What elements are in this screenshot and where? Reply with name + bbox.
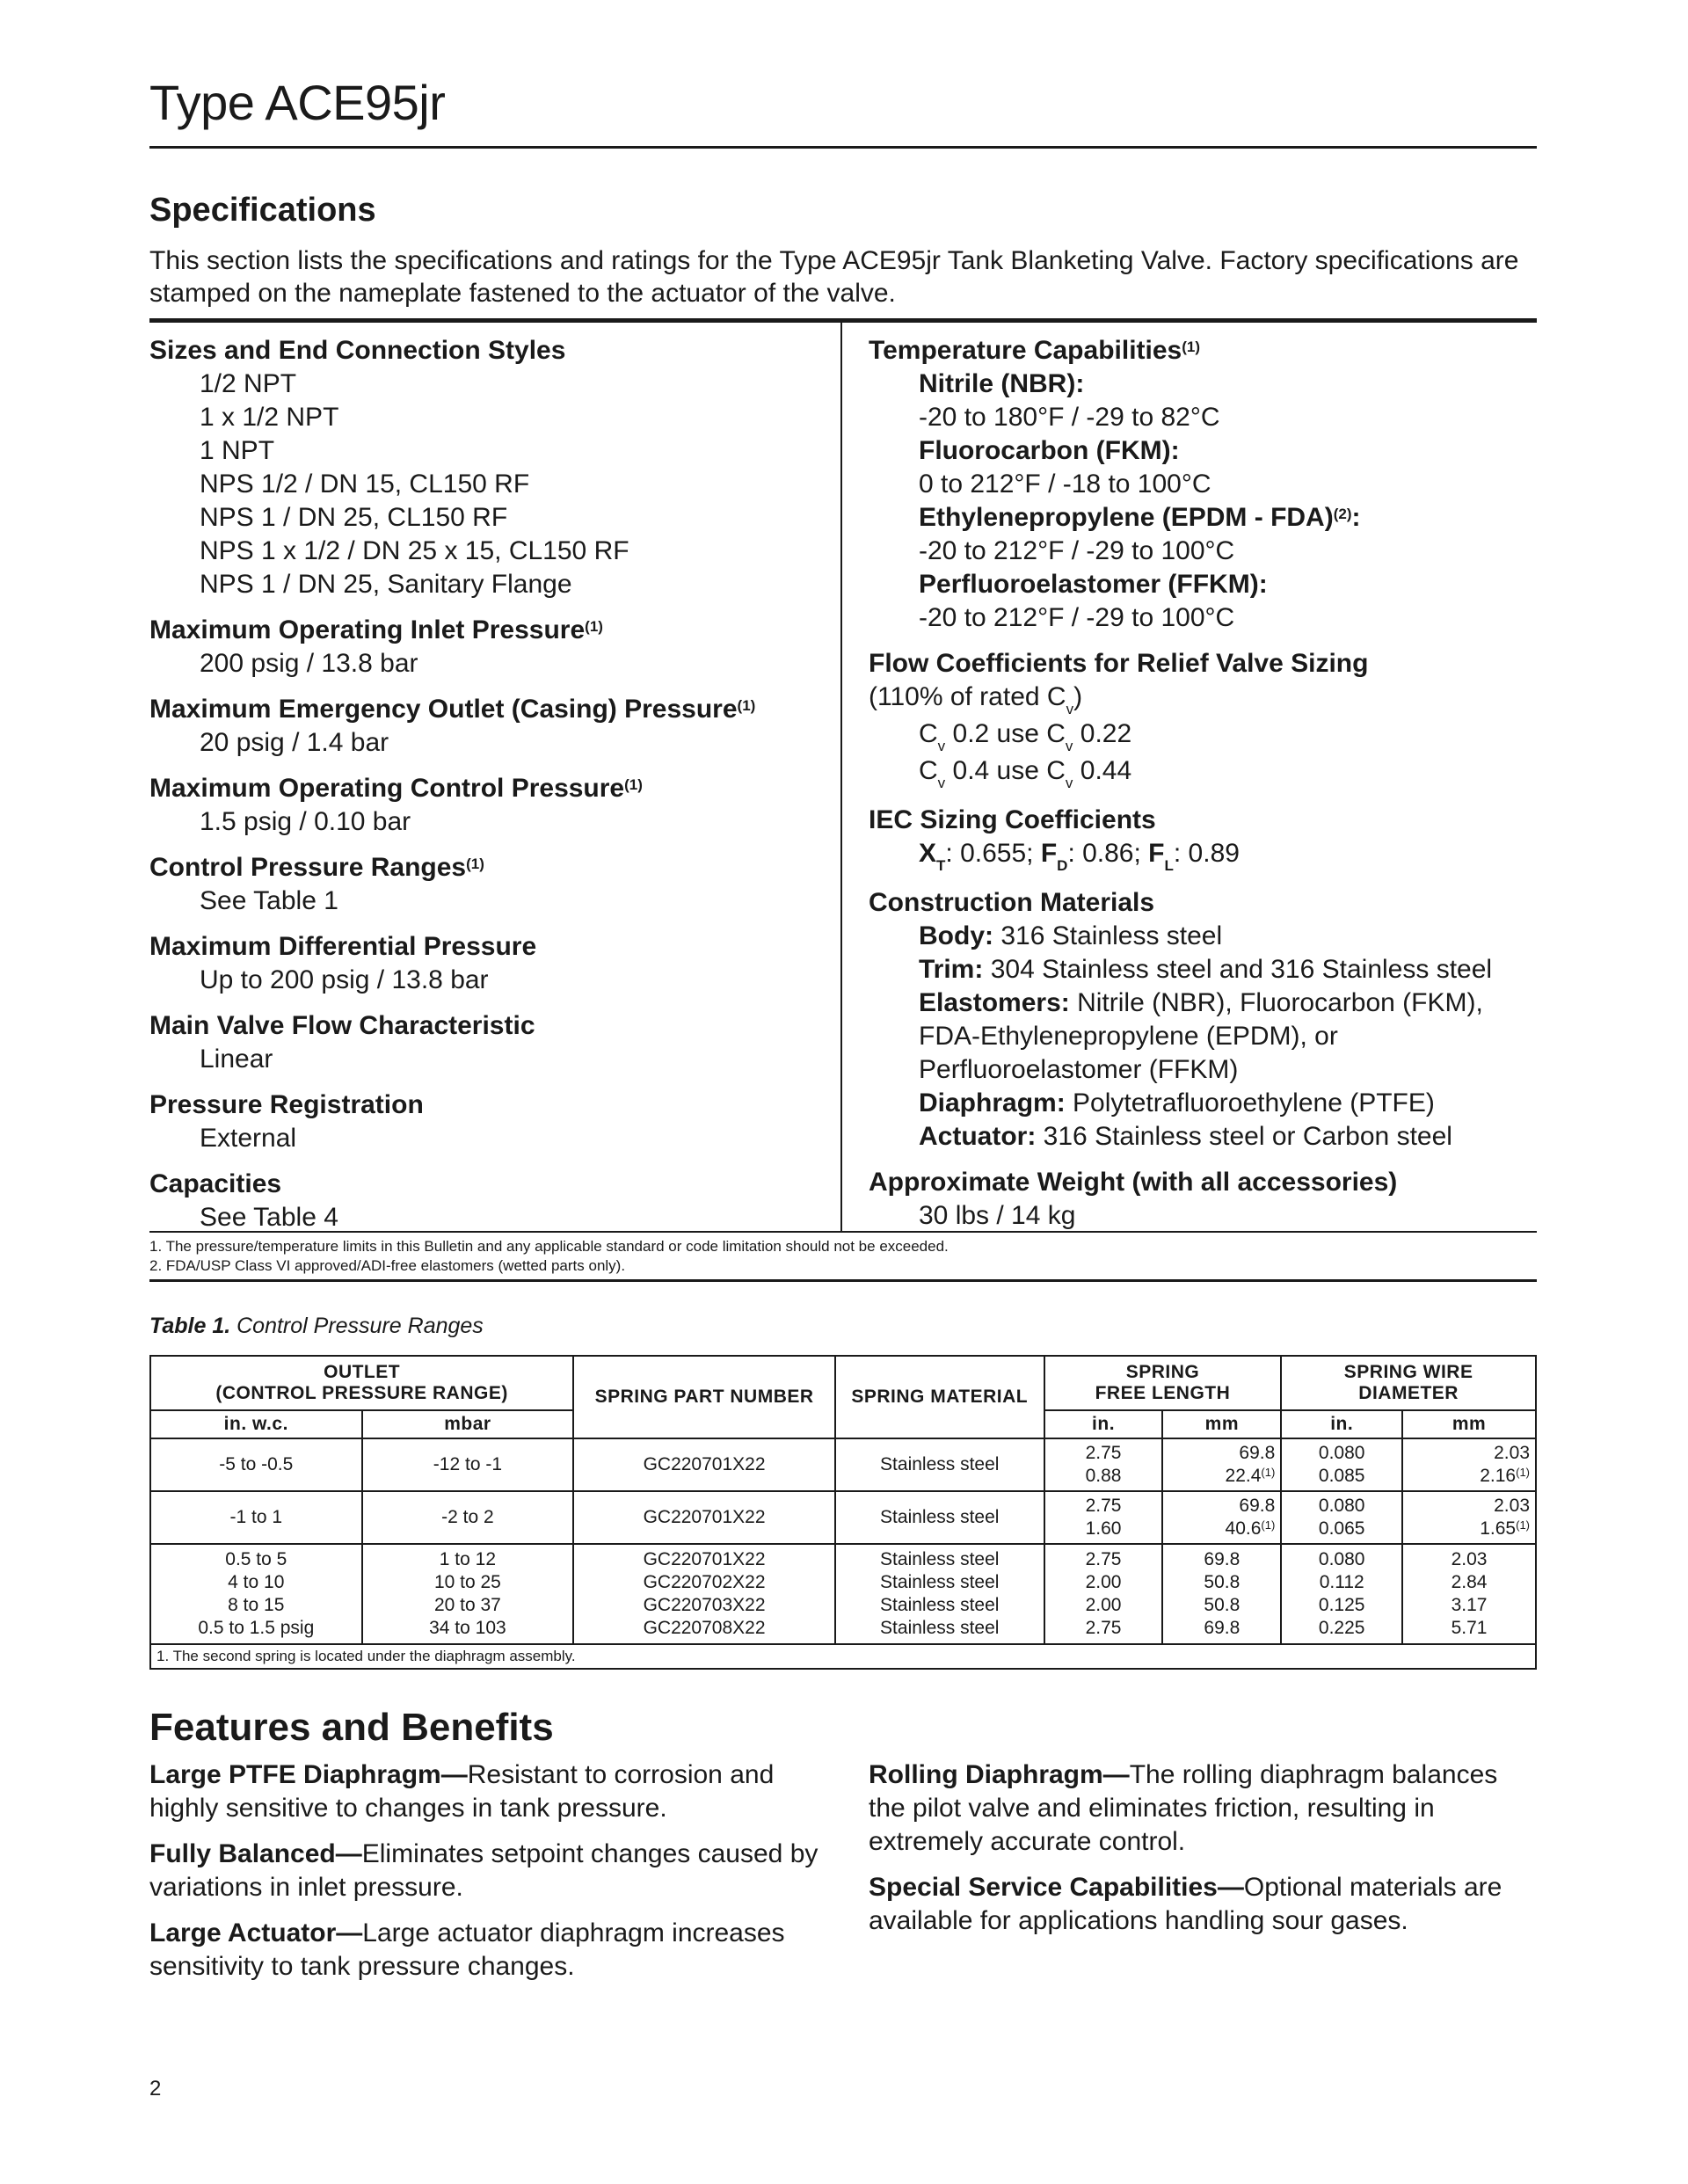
- cell-value: 3.17: [1451, 1595, 1488, 1615]
- table-note-row: [150, 1644, 1536, 1669]
- spec-flow-rated-text: (110% of rated C: [869, 682, 1066, 711]
- cell-mbar: -12 to -1: [362, 1438, 574, 1491]
- spec-materials-heading: Construction Materials: [869, 888, 1155, 917]
- spec-differential-pressure: [149, 930, 826, 997]
- iec-symbol: F: [1040, 839, 1058, 868]
- spec-body: [869, 920, 1537, 953]
- spec-pressure-registration: [149, 1088, 826, 1155]
- cell-mbar: -2 to 2: [362, 1491, 574, 1544]
- feature-label: Large Actuator—: [149, 1918, 363, 1947]
- feature-label: Large PTFE Diaphragm—: [149, 1760, 468, 1789]
- cell-value: Stainless steel: [880, 1572, 1000, 1592]
- subscript: L: [1164, 857, 1174, 874]
- cell-value: 2.16: [1480, 1466, 1517, 1486]
- spec-trim: [869, 953, 1537, 986]
- cell-value: Stainless steel: [880, 1595, 1000, 1615]
- spec-weight: [869, 1166, 1537, 1233]
- spec-temperature: [869, 334, 1537, 635]
- footnote-marker: (2): [1333, 506, 1352, 522]
- header-part: SPRING PART NUMBER: [573, 1356, 835, 1438]
- footnote-marker: (1): [1261, 1518, 1276, 1532]
- cell-value: 0.080: [1318, 1549, 1365, 1569]
- table-row: [150, 1438, 1536, 1491]
- footnote-marker: (1): [466, 855, 484, 872]
- spec-elastomers: [869, 986, 1537, 1020]
- features-heading: Features and Benefits: [149, 1706, 554, 1749]
- material-value: Polytetrafluoroethylene (PTFE): [1065, 1088, 1435, 1117]
- feature-item: [869, 1758, 1537, 1859]
- cv-symbol: C: [919, 719, 938, 748]
- footnote: 2. FDA/USP Class VI approved/ADI-free elastomers (wetted parts only).: [149, 1257, 626, 1274]
- spec-cv-line-2: [869, 754, 1537, 791]
- header-text: SPRING: [1125, 1362, 1200, 1382]
- cell-value: 2.03: [1451, 1549, 1488, 1569]
- spec-size-item: 1 NPT: [200, 436, 275, 465]
- cell-value: 0.225: [1318, 1618, 1365, 1638]
- header-material: SPRING MATERIAL: [835, 1356, 1044, 1438]
- feature-text: The rolling diaphragm balances the pilot valve and eliminates friction, resulting in extremely accurate control.: [869, 1760, 1498, 1856]
- cell-value: 2.84: [1451, 1572, 1488, 1592]
- cell-value: 1 to 12: [439, 1549, 497, 1569]
- cell-value: GC220708X22: [643, 1618, 766, 1638]
- cell-value: 2.03: [1494, 1443, 1530, 1463]
- cell-material: Stainless steel: [835, 1491, 1044, 1544]
- feature-item: [149, 1758, 826, 1825]
- cell-fl-mm: [1162, 1491, 1281, 1544]
- unit-mbar: mbar: [362, 1410, 574, 1438]
- cell-wd-mm: [1402, 1544, 1536, 1644]
- spec-emergency-pressure: [149, 693, 826, 760]
- table-caption-label: Table 1.: [149, 1314, 231, 1338]
- cv-symbol: C: [919, 756, 938, 785]
- features-right-column: [869, 1758, 1537, 1950]
- cell-value: 2.75: [1085, 1496, 1122, 1516]
- spec-ranges-heading: Control Pressure Ranges: [149, 853, 467, 882]
- cell-mbar: [362, 1544, 574, 1644]
- spec-epdm-colon: :: [1351, 503, 1361, 532]
- spec-diff-heading: Maximum Differential Pressure: [149, 932, 537, 961]
- subscript: D: [1057, 857, 1068, 874]
- cell-value: 40.6: [1225, 1518, 1262, 1539]
- spec-flow-characteristic: [149, 1009, 826, 1076]
- subscript: v: [937, 738, 946, 754]
- subscript: v: [1065, 738, 1073, 754]
- header-wire-diameter: [1281, 1356, 1536, 1410]
- cell-value: 22.4: [1225, 1466, 1262, 1486]
- spec-flow-rated-close: ): [1073, 682, 1083, 711]
- spec-size-item: 1/2 NPT: [200, 369, 297, 398]
- spec-inlet-pressure: [149, 614, 826, 681]
- spec-emergency-value: 20 psig / 1.4 bar: [200, 728, 389, 757]
- unit-inwc: in. w.c.: [150, 1410, 362, 1438]
- cell-fl-in: [1044, 1491, 1163, 1544]
- iec-value: : 0.655;: [945, 839, 1041, 868]
- cell-value: 2.75: [1085, 1443, 1122, 1463]
- spec-fkm-value: 0 to 212°F / -18 to 100°C: [919, 470, 1211, 499]
- header-text: OUTLET: [324, 1362, 401, 1382]
- iec-symbol: X: [919, 839, 937, 868]
- spec-temp-heading: Temperature Capabilities: [869, 336, 1182, 365]
- unit-in: in.: [1281, 1410, 1402, 1438]
- subscript: v: [1066, 701, 1074, 717]
- spec-control-pressure: [149, 772, 826, 839]
- cell-fl-mm: [1162, 1438, 1281, 1491]
- material-label: Elastomers:: [919, 988, 1070, 1017]
- cell-inwc: -1 to 1: [150, 1491, 362, 1544]
- spec-iec-values: [869, 837, 1537, 874]
- iec-value: : 0.89: [1173, 839, 1240, 868]
- cell-value: 0.88: [1085, 1466, 1122, 1486]
- cell-value: 0.085: [1318, 1466, 1365, 1486]
- spec-weight-value: 30 lbs / 14 kg: [919, 1201, 1076, 1230]
- spec-left-column: [149, 334, 826, 1247]
- cell-part: GC220701X22: [573, 1491, 835, 1544]
- spec-size-item: 1 x 1/2 NPT: [200, 403, 339, 432]
- title-rule: [149, 146, 1537, 149]
- cell-value: 0.5 to 1.5 psig: [198, 1618, 315, 1638]
- cell-value: 0.112: [1319, 1572, 1364, 1592]
- cell-value: Stainless steel: [880, 1618, 1000, 1638]
- spec-column-divider: [840, 323, 842, 1231]
- table-caption-text: Control Pressure Ranges: [230, 1314, 484, 1338]
- spec-diff-value: Up to 200 psig / 13.8 bar: [200, 965, 489, 994]
- cell-wd-in: [1281, 1544, 1402, 1644]
- feature-text: Resistant to corrosion and highly sensitive to changes in tank pressure.: [149, 1760, 775, 1823]
- cell-wd-mm: [1402, 1491, 1536, 1544]
- cell-wd-in: [1281, 1491, 1402, 1544]
- spec-sizes-heading: Sizes and End Connection Styles: [149, 336, 566, 365]
- feature-label: Fully Balanced—: [149, 1839, 362, 1868]
- cell-value: 0.065: [1318, 1518, 1365, 1539]
- spec-top-rule: [149, 318, 1537, 323]
- cell-material: Stainless steel: [835, 1438, 1044, 1491]
- footnote-marker: (1): [585, 618, 603, 635]
- unit-mm: mm: [1402, 1410, 1536, 1438]
- spec-epdm-label: Ethylenepropylene (EPDM - FDA): [919, 503, 1334, 532]
- spec-iec-heading: IEC Sizing Coefficients: [869, 805, 1156, 834]
- spec-nbr-value: -20 to 180°F / -29 to 82°C: [919, 403, 1220, 432]
- page-title: Type ACE95jr: [149, 75, 446, 130]
- header-text: DIAMETER: [1358, 1383, 1459, 1403]
- material-label: Body:: [919, 921, 993, 950]
- cell-value: GC220701X22: [643, 1549, 766, 1569]
- table-row-group: [150, 1544, 1536, 1644]
- spec-sizes: [149, 334, 826, 601]
- cv-text: 0.22: [1073, 719, 1132, 748]
- spec-registration-heading: Pressure Registration: [149, 1090, 424, 1119]
- cell-value: 2.00: [1085, 1572, 1122, 1592]
- cell-value: 20 to 37: [433, 1595, 501, 1615]
- cell-value: 2.00: [1085, 1595, 1122, 1615]
- feature-item: [149, 1917, 826, 1984]
- material-value: 304 Stainless steel and 316 Stainless steel: [983, 955, 1493, 984]
- header-outlet: [150, 1356, 573, 1410]
- footnote-marker: (1): [1516, 1518, 1530, 1532]
- cell-value: 0.125: [1318, 1595, 1365, 1615]
- cv-text: 0.44: [1073, 756, 1132, 785]
- feature-text: Large actuator diaphragm increases sensitivity to tank pressure changes.: [149, 1918, 785, 1981]
- spec-flowchar-value: Linear: [200, 1045, 273, 1074]
- spec-nbr-label: Nitrile (NBR):: [919, 369, 1085, 398]
- spec-inlet-value: 200 psig / 13.8 bar: [200, 649, 418, 678]
- cell-value: 1.60: [1085, 1518, 1122, 1539]
- cell-value: 69.8: [1204, 1549, 1241, 1569]
- cell-value: 0.080: [1318, 1443, 1365, 1463]
- spec-capacities-heading: Capacities: [149, 1169, 282, 1198]
- feature-text: Eliminates setpoint changes caused by variations in inlet pressure.: [149, 1839, 819, 1902]
- spec-flow-rated: [869, 681, 1537, 717]
- header-text: FREE LENGTH: [1095, 1383, 1231, 1403]
- unit-in: in.: [1044, 1410, 1163, 1438]
- spec-size-item: NPS 1 / DN 25, Sanitary Flange: [200, 570, 572, 599]
- cell-value: 50.8: [1204, 1572, 1241, 1592]
- footnote: 1. The pressure/temperature limits in this Bulletin and any applicable standard or code limitation should not be exceeded.: [149, 1238, 949, 1255]
- iec-symbol: F: [1148, 839, 1165, 868]
- feature-label: Special Service Capabilities—: [869, 1873, 1244, 1902]
- spec-control-heading: Maximum Operating Control Pressure: [149, 774, 625, 803]
- cell-value: 69.8: [1239, 1496, 1276, 1516]
- spec-inlet-heading: Maximum Operating Inlet Pressure: [149, 615, 586, 644]
- cell-value: 2.75: [1085, 1618, 1122, 1638]
- material-value: Nitrile (NBR), Fluorocarbon (FKM),: [1069, 988, 1483, 1017]
- spec-iec-coefficients: [869, 804, 1537, 874]
- control-pressure-table: [149, 1355, 1537, 1670]
- spec-size-item: NPS 1/2 / DN 15, CL150 RF: [200, 470, 530, 499]
- cell-value: 69.8: [1239, 1443, 1276, 1463]
- spec-bottom-rule: [149, 1231, 1537, 1233]
- cell-value: 0.5 to 5: [225, 1549, 287, 1569]
- spec-elastomers-cont: Perfluoroelastomer (FFKM): [919, 1055, 1239, 1084]
- spec-right-column: [869, 334, 1537, 1245]
- cell-value: 50.8: [1204, 1595, 1241, 1615]
- spec-diaphragm: [869, 1087, 1537, 1120]
- cell-part: GC220701X22: [573, 1438, 835, 1491]
- spec-control-ranges: [149, 851, 826, 918]
- table-caption: [149, 1314, 484, 1339]
- cell-material: [835, 1544, 1044, 1644]
- cell-value: 8 to 15: [228, 1595, 285, 1615]
- spec-fkm-label: Fluorocarbon (FKM):: [919, 436, 1180, 465]
- spec-epdm-value: -20 to 212°F / -29 to 100°C: [919, 536, 1235, 565]
- cell-inwc: -5 to -0.5: [150, 1438, 362, 1491]
- footnote-marker: (1): [1516, 1466, 1530, 1479]
- spec-flow-coefficients: [869, 647, 1537, 791]
- footnote-marker: (1): [624, 776, 643, 793]
- cv-text: 0.2 use C: [945, 719, 1066, 748]
- spec-size-item: NPS 1 x 1/2 / DN 25 x 15, CL150 RF: [200, 536, 629, 565]
- cell-fl-in: [1044, 1544, 1163, 1644]
- spec-elastomers-cont: FDA-Ethylenepropylene (EPDM), or: [919, 1022, 1338, 1051]
- feature-text: Optional materials are available for applications handling sour gases.: [869, 1873, 1502, 1935]
- cv-text: 0.4 use C: [945, 756, 1066, 785]
- table-row: [150, 1491, 1536, 1544]
- feature-item: [869, 1871, 1537, 1938]
- spec-footnotes: [149, 1237, 949, 1276]
- cell-inwc: [150, 1544, 362, 1644]
- cell-fl-mm: [1162, 1544, 1281, 1644]
- spec-capacities-value: See Table 4: [200, 1203, 338, 1232]
- specifications-intro: This section lists the specifications and ratings for the Type ACE95jr Tank Blanketing Valve. Factory specifications are stamped on the nameplate fastened to the actuator of the valve.: [149, 246, 1519, 308]
- feature-item: [149, 1838, 826, 1904]
- spec-ranges-value: See Table 1: [200, 886, 338, 915]
- features-left-column: [149, 1758, 826, 1996]
- cell-value: GC220702X22: [643, 1572, 766, 1592]
- cell-wd-in: [1281, 1438, 1402, 1491]
- material-value: 316 Stainless steel or Carbon steel: [1036, 1122, 1452, 1151]
- footnote-marker: (1): [737, 697, 756, 714]
- cell-value: 0.080: [1318, 1496, 1365, 1516]
- cell-value: 2.03: [1494, 1496, 1530, 1516]
- cell-part: [573, 1544, 835, 1644]
- page-number: 2: [149, 2077, 162, 2100]
- cell-value: 69.8: [1204, 1618, 1241, 1638]
- subscript: v: [1065, 775, 1073, 791]
- cell-value: GC220703X22: [643, 1595, 766, 1615]
- feature-label: Rolling Diaphragm—: [869, 1760, 1130, 1789]
- table-header-row: [150, 1356, 1536, 1410]
- footnote-marker: (1): [1182, 339, 1201, 355]
- spec-ffkm-label: Perfluoroelastomer (FFKM):: [919, 570, 1268, 599]
- footnote-marker: (1): [1261, 1466, 1276, 1479]
- cell-fl-in: [1044, 1438, 1163, 1491]
- spec-ffkm-value: -20 to 212°F / -29 to 100°C: [919, 603, 1235, 632]
- spec-capacities: [149, 1168, 826, 1234]
- cell-value: 10 to 25: [433, 1572, 501, 1592]
- subscript: v: [937, 775, 946, 791]
- cell-value: 2.75: [1085, 1549, 1122, 1569]
- specifications-heading: Specifications: [149, 192, 376, 229]
- cell-value: 5.71: [1451, 1618, 1488, 1638]
- cell-wd-mm: [1402, 1438, 1536, 1491]
- spec-registration-value: External: [200, 1124, 297, 1153]
- header-free-length: [1044, 1356, 1282, 1410]
- spec-actuator: [869, 1120, 1537, 1154]
- spec-construction-materials: [869, 886, 1537, 1154]
- material-label: Diaphragm:: [919, 1088, 1066, 1117]
- cell-value: 34 to 103: [429, 1618, 506, 1638]
- cell-value: Stainless steel: [880, 1549, 1000, 1569]
- spec-flow-heading: Flow Coefficients for Relief Valve Sizing: [869, 649, 1369, 678]
- header-text: SPRING WIRE: [1343, 1362, 1473, 1382]
- table-note: 1. The second spring is located under the diaphragm assembly.: [150, 1644, 1536, 1669]
- spec-control-value: 1.5 psig / 0.10 bar: [200, 807, 411, 836]
- spec-flowchar-heading: Main Valve Flow Characteristic: [149, 1011, 535, 1040]
- cell-value: 4 to 10: [228, 1572, 285, 1592]
- spec-cv-line-1: [869, 717, 1537, 754]
- unit-mm: mm: [1162, 1410, 1281, 1438]
- iec-value: : 0.86;: [1067, 839, 1149, 868]
- material-value: 316 Stainless steel: [993, 921, 1223, 950]
- material-label: Actuator:: [919, 1122, 1037, 1151]
- material-label: Trim:: [919, 955, 984, 984]
- subscript: T: [936, 857, 946, 874]
- spec-emergency-heading: Maximum Emergency Outlet (Casing) Pressure: [149, 695, 738, 724]
- spec-size-item: NPS 1 / DN 25, CL150 RF: [200, 503, 508, 532]
- cell-value: 1.65: [1480, 1518, 1517, 1539]
- header-text: (CONTROL PRESSURE RANGE): [215, 1383, 508, 1403]
- spec-end-rule: [149, 1279, 1537, 1282]
- spec-weight-heading: Approximate Weight (with all accessories): [869, 1168, 1398, 1197]
